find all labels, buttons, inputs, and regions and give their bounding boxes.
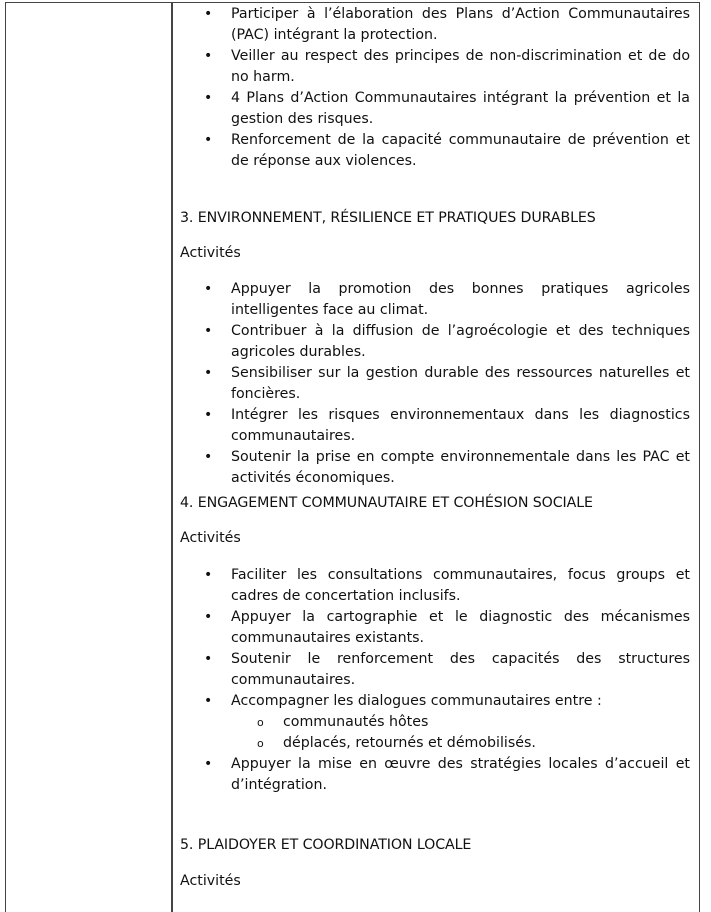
sub-list-item: o déplacés, retournés et démobilisés. xyxy=(180,733,690,754)
section-4-heading: 4. ENGAGEMENT COMMUNAUTAIRE ET COHÉSION SOCIALE xyxy=(180,495,593,511)
section-5-heading: 5. PLAIDOYER ET COORDINATION LOCALE xyxy=(180,837,472,853)
section-3-bullet-list xyxy=(180,279,690,489)
section-4-subheading: Activités xyxy=(180,530,241,546)
table-column-divider xyxy=(171,2,173,912)
list-item: • Appuyer la cartographie et le diagnostic des mécanismes communautaires existants. xyxy=(180,607,690,649)
section-4-bullet-list xyxy=(180,565,690,796)
list-item: • Appuyer la promotion des bonnes pratiques agricoles intelligentes face au climat. xyxy=(180,279,690,321)
section-5-subheading: Activités xyxy=(180,873,241,889)
list-item xyxy=(180,691,690,754)
list-item: • Appuyer la mise en œuvre des stratégies locales d’accueil et d’intégration. xyxy=(180,754,690,796)
list-item: • Veiller au respect des principes de non-discrimination et de do no harm. xyxy=(180,46,690,88)
list-item: • Participer à l’élaboration des Plans d’Action Communautaires (PAC) intégrant la protection. xyxy=(180,4,690,46)
list-item: • 4 Plans d’Action Communautaires intégrant la prévention et la gestion des risques. xyxy=(180,88,690,130)
section-3-subheading: Activités xyxy=(180,245,241,261)
section-3-heading: 3. ENVIRONNEMENT, RÉSILIENCE ET PRATIQUES DURABLES xyxy=(180,210,596,226)
list-item: • Contribuer à la diffusion de l’agroécologie et des techniques agricoles durables. xyxy=(180,321,690,363)
intro-bullet-list xyxy=(180,4,690,172)
list-item: • Soutenir la prise en compte environnementale dans les PAC et activités économiques. xyxy=(180,447,690,489)
list-item-text: Accompagner les dialogues communautaires entre : xyxy=(231,693,602,709)
list-item: • Sensibiliser sur la gestion durable des ressources naturelles et foncières. xyxy=(180,363,690,405)
list-item: • Intégrer les risques environnementaux dans les diagnostics communautaires. xyxy=(180,405,690,447)
sub-bullet-list xyxy=(231,712,690,754)
list-item: • Soutenir le renforcement des capacités des structures communautaires. xyxy=(180,649,690,691)
list-item: • Renforcement de la capacité communautaire de prévention et de réponse aux violences. xyxy=(180,130,690,172)
sub-list-item: o communautés hôtes xyxy=(180,712,690,733)
list-item: • Faciliter les consultations communautaires, focus groups et cadres de concertation inclusifs. xyxy=(180,565,690,607)
